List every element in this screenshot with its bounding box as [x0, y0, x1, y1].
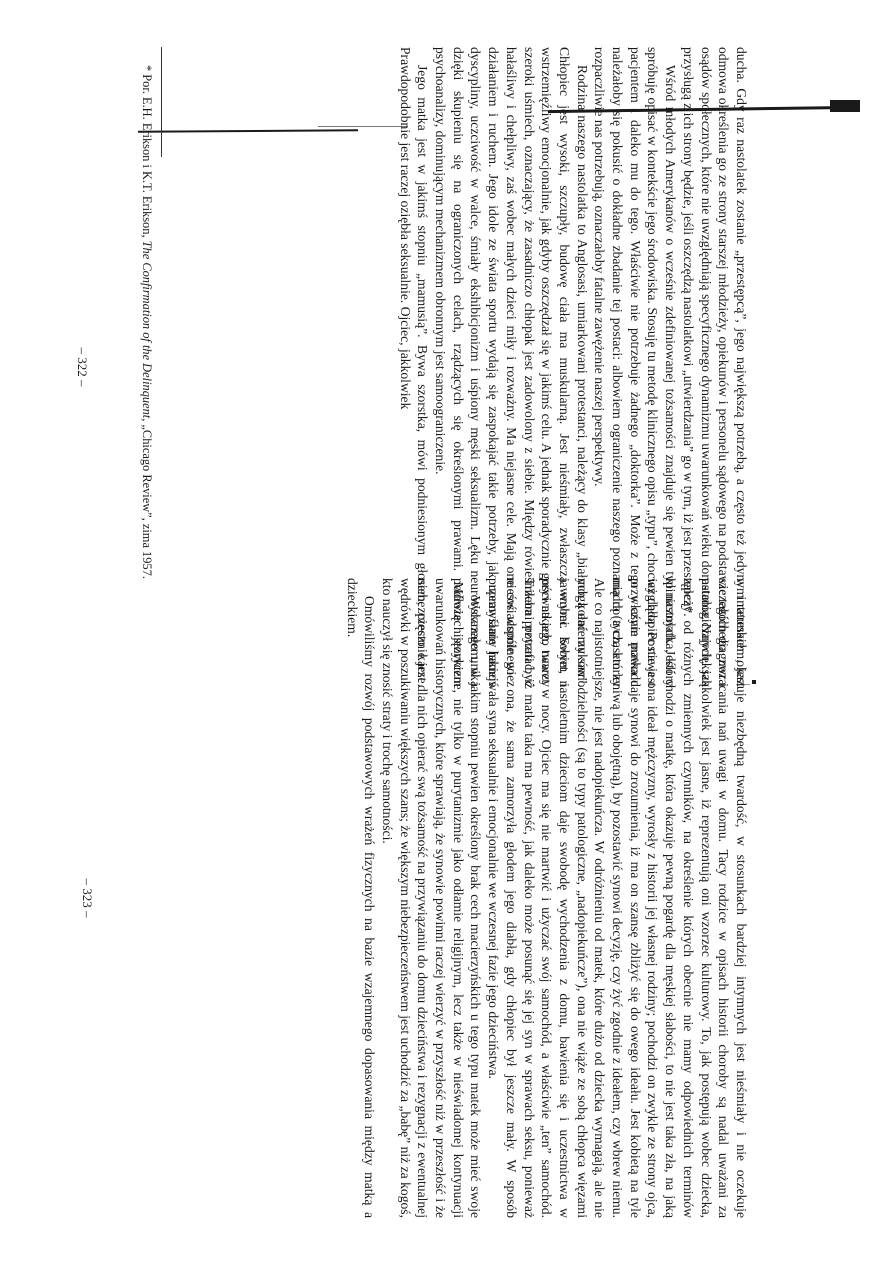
paragraph: w interesach okazuje niezbędną twardość, w stosunkach bardziej intymnych jest nieśmiały i nie oczekuje szczególnego zwracania nań uwagi w domu. Tacy rodzice w opisach historii choroby są nadal uważani za patologicznych, jakkolwiek jest jasne, iż reprezentują oni wzorzec kulturowy. To, jak postępują wobec dziecka, zależy od różnych zmiennych czynników, na określenie których obecnie nie mamy odpowiednich terminów klinicznych. Jeśli chodzi o matkę, która okazuje pewną pogardę dla męskiej słabości, to nie jest taka zła, na jaką wygląda. Postawa ona ideał mężczyzny, wyrosły z historii jej własnej rodziny; pochodzi on zwykle ze strony ojca, przy czym matka daje synowi do zrozumienia, iż ma on szansę zbliżyć się do owego ideału. Jest kobietą na tyle mądrą (a czasem leniwą lub obojętną), by pozostawić synowi decyzję, czy żyć zgodnie z ideałem, czy wbrew niemu. Ale co najistotniejsze, nie jest nadopiekuńcza. W odróżnieniu od matek, które dużo od dziecka wymagają, ale nie mogą dać mu samodzielności (są to typy patologiczne, „nadopiekuńcze”), ona nie wiąże ze sobą chłopca więzami jawnymi. Swym nastoletnim dzieciom daje swobodę wychodzenia z domu, bawienia się i uczestnictwa w prywatkach, nawet w nocy. Ojciec ma się nie martwić i użyczać swój samochód, a właściwie „ten” samochód. Trzeba przyznać, iż matka taka ma pewność, jak daleko może posunąć się jej syn w sprawach seksu, ponieważ nieświadomie wie ona, że sama zamorzyła głodem jego diabła, gdy chłopiec był jeszcze mały. W sposób przemyślany hamowała syna seksualnie i emocjonalnie we wczesnej fazie jego dzieciństwa.	[486, 578, 749, 1218]
page-323-body	[190, 578, 750, 1218]
paragraph: Wskazałem, w jakim stopniu pewien określony brak cech macierzyńskich u tego typu matek może mieć swoje podłoże historyczne, nie tylko w purytanizmie jako odłamie religijnym, lecz także w nieświadomej kontynuacji uwarunkowań historycznych, które sprawiają, że synowie powinni raczej wierzyć w przyszłość niż w przeszłość i że niebezpiecznie jest dla nich opierać swą tożsamość na przywiązaniu do domu dzieciństwa i rezygnacji z ewentualnej wędrówki w poszukiwaniu większych szans; że większym niebezpieczeństwem jest uchodzić za „babę” niż za kogoś, kto nauczył się znosić straty i trochę samotności.	[379, 578, 484, 1218]
page-number: – 322 –	[75, 347, 90, 387]
footnote-title: The Confirmation of the Delinquent,	[140, 240, 154, 422]
paragraph: Rodzina naszego nastolatka to Anglosasi, umiarkowani protestanci, należący do klasy „białych kołnierzyków”. Chłopiec jest wysoki, szczupły, budowę ciała ma muskularną. Jest nieśmiały, zwłaszcza wobec kobiet, i wstrzemięźliwy emocjonalnie, jak gdyby oszczędzał się w jakimś celu. A jednak sporadycznie gości na jego twarzy szeroki uśmiech, oznaczający, że zasadniczo chłopak jest zadowolony z siebie. Między rówieśnikami potrafi być hałaśliwy i chełpliwy, zaś wobec małych dzieci miły i rozważny. Ma niejasne cele. Mają one coś wspólnego z działaniem i ruchem. Jego idole ze świata sportu wydają się zaspokajać takie potrzeby, jak uprawianie jakiejś dyscypliny, uczciwość w walce, śmiały ekshibicjonizm i uśpiony męski seksualizm. Lęku neurotycznego unika dzięki skupieniu się na ograniczonych celach, rządzących się określonymi prawami. Mówiąc językiem psychoanalizy, dominującym mechanizmem obronnym jest samoograniczenie.	[433, 47, 590, 687]
paragraph: ducha. Gdy raz nastolatek zostanie „przestępcą”, jego największą potrzebą, a często też jedynym ratunkiem, jest odmowa określenia go ze strony starszej młodzieży, opiekunów i personelu sądowego na podstawie takich diagnoz i osądów społecznych, które nie uwzględniają specyficznego dynamizmu uwarunkowań wieku dorastania. Największą przysługą z ich strony będzie, jeśli oszczędzą nastolatkowi „utwierdzania” go w tym, iż jest przestępcą*.	[680, 47, 749, 687]
paragraph: Omówiliśmy rozwój podstawowych wrażeń fizycznych na bazie wzajemnego dopasowania między matką a dzieckiem.	[344, 578, 378, 1218]
scan-speck	[752, 680, 756, 684]
footnote	[139, 47, 154, 687]
scan-edge-mark-right	[830, 100, 860, 112]
footnote-rule	[161, 47, 162, 157]
page-number: – 323 –	[80, 878, 95, 918]
paragraph: Wśród młodych Amerykanów o wcześnie zdefiniowanej tożsamości znajduje się pewien typ nastolatka, który spróbuję opisać w kontekście jego środowiska. Stosuję tu metodę klinicznego opisu „typu”, chociaż chłopiec nie jest pacjentem i daleko mu do tego. Właściwie nie potrzebuje żadnego „doktorka”. Może z tego właśnie powodu należałoby się pokusić o dokładne zbadanie tej postaci: albowiem ograniczenie naszego poznania do tych, którzy rozpaczliwie nas potrzebują, oznaczałoby fatalne zawężenie naszej perspektywy.	[592, 47, 679, 687]
page-323	[80, 578, 750, 1218]
footnote-suffix: „Chicago Review”, zima 1957.	[140, 421, 154, 579]
footnote-prefix: * Por. E.H. Erikson i K.T. Erikson,	[140, 65, 154, 241]
paragraph: Jego matka jest w jakimś stopniu „mamusią”. Bywa szorstka, mówi podniesionym głosem, często karze. Prawdopodobnie jest raczej oziębła seksualnie. Ojciec, jakkolwiek	[397, 47, 431, 687]
